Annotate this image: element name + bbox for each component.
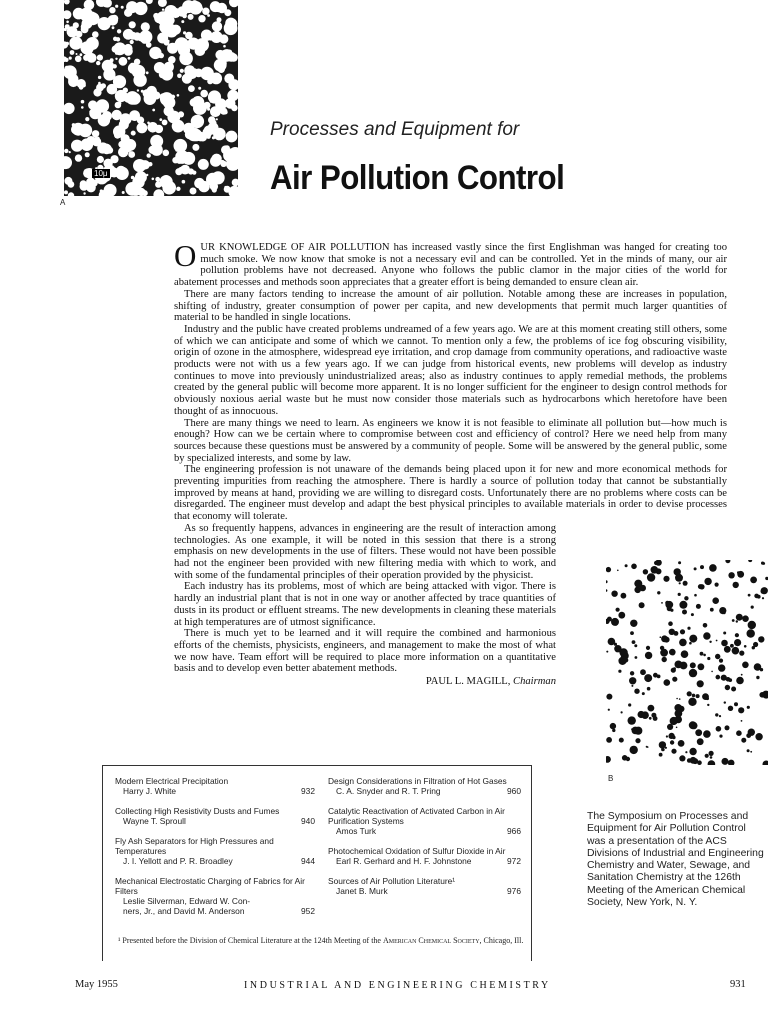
figure-a-micrograph bbox=[64, 0, 238, 196]
entry-title: Sources of Air Pollution Literature¹ bbox=[328, 876, 456, 886]
paragraph-3: Industry and the public have created problems undreamed of a few years ago. We are at this moment creating still others, some of which we can anticipate and some of which we cannot. To mention only a few, the problems of ice fog obscuring visibility, origin of ozone in the atmosphere, widespread eye irritation, and crop damage from community operations, and radioactive waste products were not with us a few years ago. If we can judge from historical events, new problems will develop as industry continues to move into previously unindustrialized areas; also as industry continues to apply remedial methods, the problems created by the general public will become more apparent. It is no longer sufficient for the engineer to design control methods for obviously noxious aerial waste but he must now consider those materials such as hydrocarbons which heretofore have been thought of as innocuous. bbox=[174, 323, 727, 417]
entry-author: Earl R. Gerhard and H. F. Johnstone bbox=[336, 856, 472, 866]
entry-author: ners, Jr., and David M. Anderson bbox=[123, 906, 245, 916]
contents-entry[interactable] bbox=[115, 876, 315, 916]
paragraph-5: The engineering profession is not unaware of the demands being placed upon it for new and more economical methods for preventing impurities from reaching the atmosphere. There is hardly a source of pollution today that cannot be substantially improved by means at hand, providing we are willing to disregard costs. Unfortunately there are no problems where costs can be disregarded. The engineer must develop and adapt the best physical principles to available materials in order to devise processes that economy will tolerate. bbox=[174, 464, 727, 523]
entry-author: Wayne T. Sproull bbox=[123, 816, 186, 826]
signature-name: PAUL L. MAGILL, bbox=[425, 676, 514, 688]
entry-page: 932 bbox=[301, 786, 315, 796]
entry-author: C. A. Snyder and R. T. Pring bbox=[336, 786, 441, 796]
figure-b-speckle bbox=[606, 560, 768, 765]
entry-author: Amos Turk bbox=[336, 826, 377, 836]
contents-entry[interactable] bbox=[115, 806, 315, 826]
footer-journal: INDUSTRIAL AND ENGINEERING CHEMISTRY bbox=[244, 980, 551, 991]
body-wide-section bbox=[174, 238, 727, 523]
entry-page: 976 bbox=[507, 886, 521, 896]
paragraph-1-text: UR KNOWLEDGE OF AIR POLLUTION has increased vastly since the first Englishman was hanged for creating too much smoke. We now know that smoke is not a necessary evil and can be controlled. Yet in the minds of many, our air pollution problems have not decreased. Anyone who follows the public clamor in the major cities of the world for abatement processes and methods soon appreciates that a greater effort is being demanded to ensure clean air. bbox=[174, 242, 727, 289]
article-subtitle: Processes and Equipment for bbox=[270, 119, 520, 140]
paragraph-7: Each industry has its problems, most of which are being attacked with vigor. There is hardly an industrial plant that is not in one way or another affected by trace quantities of dusts in its product or effluent streams. The new developments in cleaning these materials at high temperatures are of utmost significance. bbox=[174, 581, 556, 628]
contents-entry[interactable] bbox=[328, 806, 521, 836]
symposium-contents bbox=[102, 765, 532, 961]
entry-page: 960 bbox=[507, 786, 521, 796]
entry-page: 940 bbox=[301, 816, 315, 826]
figure-a-speckle bbox=[64, 0, 238, 196]
entry-page: 952 bbox=[301, 906, 315, 916]
contents-entry[interactable] bbox=[328, 776, 521, 796]
figure-b-label: B bbox=[608, 774, 614, 783]
entry-author: J. I. Yellott and P. R. Broadley bbox=[123, 856, 233, 866]
contents-left-column bbox=[115, 776, 315, 926]
paragraph-2: There are many factors tending to increase the amount of air pollution. Notable among these are increases in population, shifting of industry, greater consumption of power per capita, and new developments that permit much larger quantities of material to be handled in single locations. bbox=[174, 288, 727, 324]
footnote-location: , Chicago, Ill. bbox=[479, 936, 524, 945]
footer-date: May 1955 bbox=[75, 979, 118, 990]
entry-title: Design Considerations in Filtration of Hot Gases bbox=[328, 776, 507, 786]
paragraph-6: As so frequently happens, advances in engineering are the result of interaction among technologies. As one example, it will be noted in this session that there is a strong emphasis on new developments in the use of filters. These would not have been possible had not the engineer been provided with new filtering media with which to work, and with some of the fundamental principles of their operation provided by the physicist. bbox=[174, 522, 556, 581]
article-title: Air Pollution Control bbox=[270, 159, 565, 197]
entry-title: Collecting High Resistivity Dusts and Fumes bbox=[115, 806, 280, 816]
contents-right-column bbox=[328, 776, 521, 906]
signature bbox=[174, 676, 556, 688]
entry-page: 966 bbox=[507, 826, 521, 836]
entry-author: Janet B. Murk bbox=[336, 886, 388, 896]
paragraph-1 bbox=[174, 238, 727, 289]
entry-author-line1: Leslie Silverman, Edward W. Con- bbox=[123, 896, 251, 906]
body-narrow-section bbox=[174, 523, 556, 688]
figure-a-scale-marker: 10μ bbox=[94, 169, 108, 178]
paragraph-4: There are many things we need to learn. As engineers we know it is not feasible to eliminate all pollution but—how much is enough? How can we be certain where to compromise between cost and efficiency of control? Here we need help from many sources because these questions must be answered by a community of people. Some will be answered by the general public, some by specialized interests, and some by law. bbox=[174, 417, 727, 464]
symposium-note: The Symposium on Processes and Equipment for Air Pollution Control was a presentation of the ACS Divisions of Industrial and Engineering Chemistry and Water, Sewage, and Sanitation Chemistry at the 126th Meeting of the American Chemical Society, New York, N. Y. bbox=[587, 811, 764, 909]
entry-title: Photochemical Oxidation of Sulfur Dioxide in Air bbox=[328, 846, 506, 856]
entry-title: Modern Electrical Precipitation bbox=[115, 776, 229, 786]
footer-page-number: 931 bbox=[730, 979, 746, 990]
entry-page: 972 bbox=[507, 856, 521, 866]
contents-entry[interactable] bbox=[115, 836, 315, 866]
entry-title: Fly Ash Separators for High Pressures and Temperatures bbox=[115, 836, 274, 856]
figure-b-micrograph bbox=[606, 560, 768, 765]
entry-page: 944 bbox=[301, 856, 315, 866]
footnote bbox=[118, 936, 533, 946]
contents-entry[interactable] bbox=[328, 846, 521, 866]
drop-cap: O bbox=[174, 238, 197, 273]
figure-a-label: A bbox=[60, 198, 66, 207]
paragraph-8: There is much yet to be learned and it will require the combined and harmonious efforts of the chemists, physicists, engineers, and management to make the most of what we now have. Team effort will be required to place more information on a quantitative basis and to develop even better abatement methods. bbox=[174, 628, 556, 675]
contents-entry[interactable] bbox=[328, 876, 521, 896]
contents-entry[interactable] bbox=[115, 776, 315, 796]
entry-title: Mechanical Electrostatic Charging of Fabrics for Air Filters bbox=[115, 876, 305, 896]
signature-role: Chairman bbox=[513, 676, 556, 688]
footnote-society: American Chemical Society bbox=[382, 936, 480, 945]
entry-author: Harry J. White bbox=[123, 786, 177, 796]
entry-title: Catalytic Reactivation of Activated Carbon in Air Purification Systems bbox=[328, 806, 505, 826]
footnote-text: ¹ Presented before the Division of Chemical Literature at the 124th Meeting of the bbox=[118, 936, 383, 945]
article-body bbox=[174, 238, 727, 688]
